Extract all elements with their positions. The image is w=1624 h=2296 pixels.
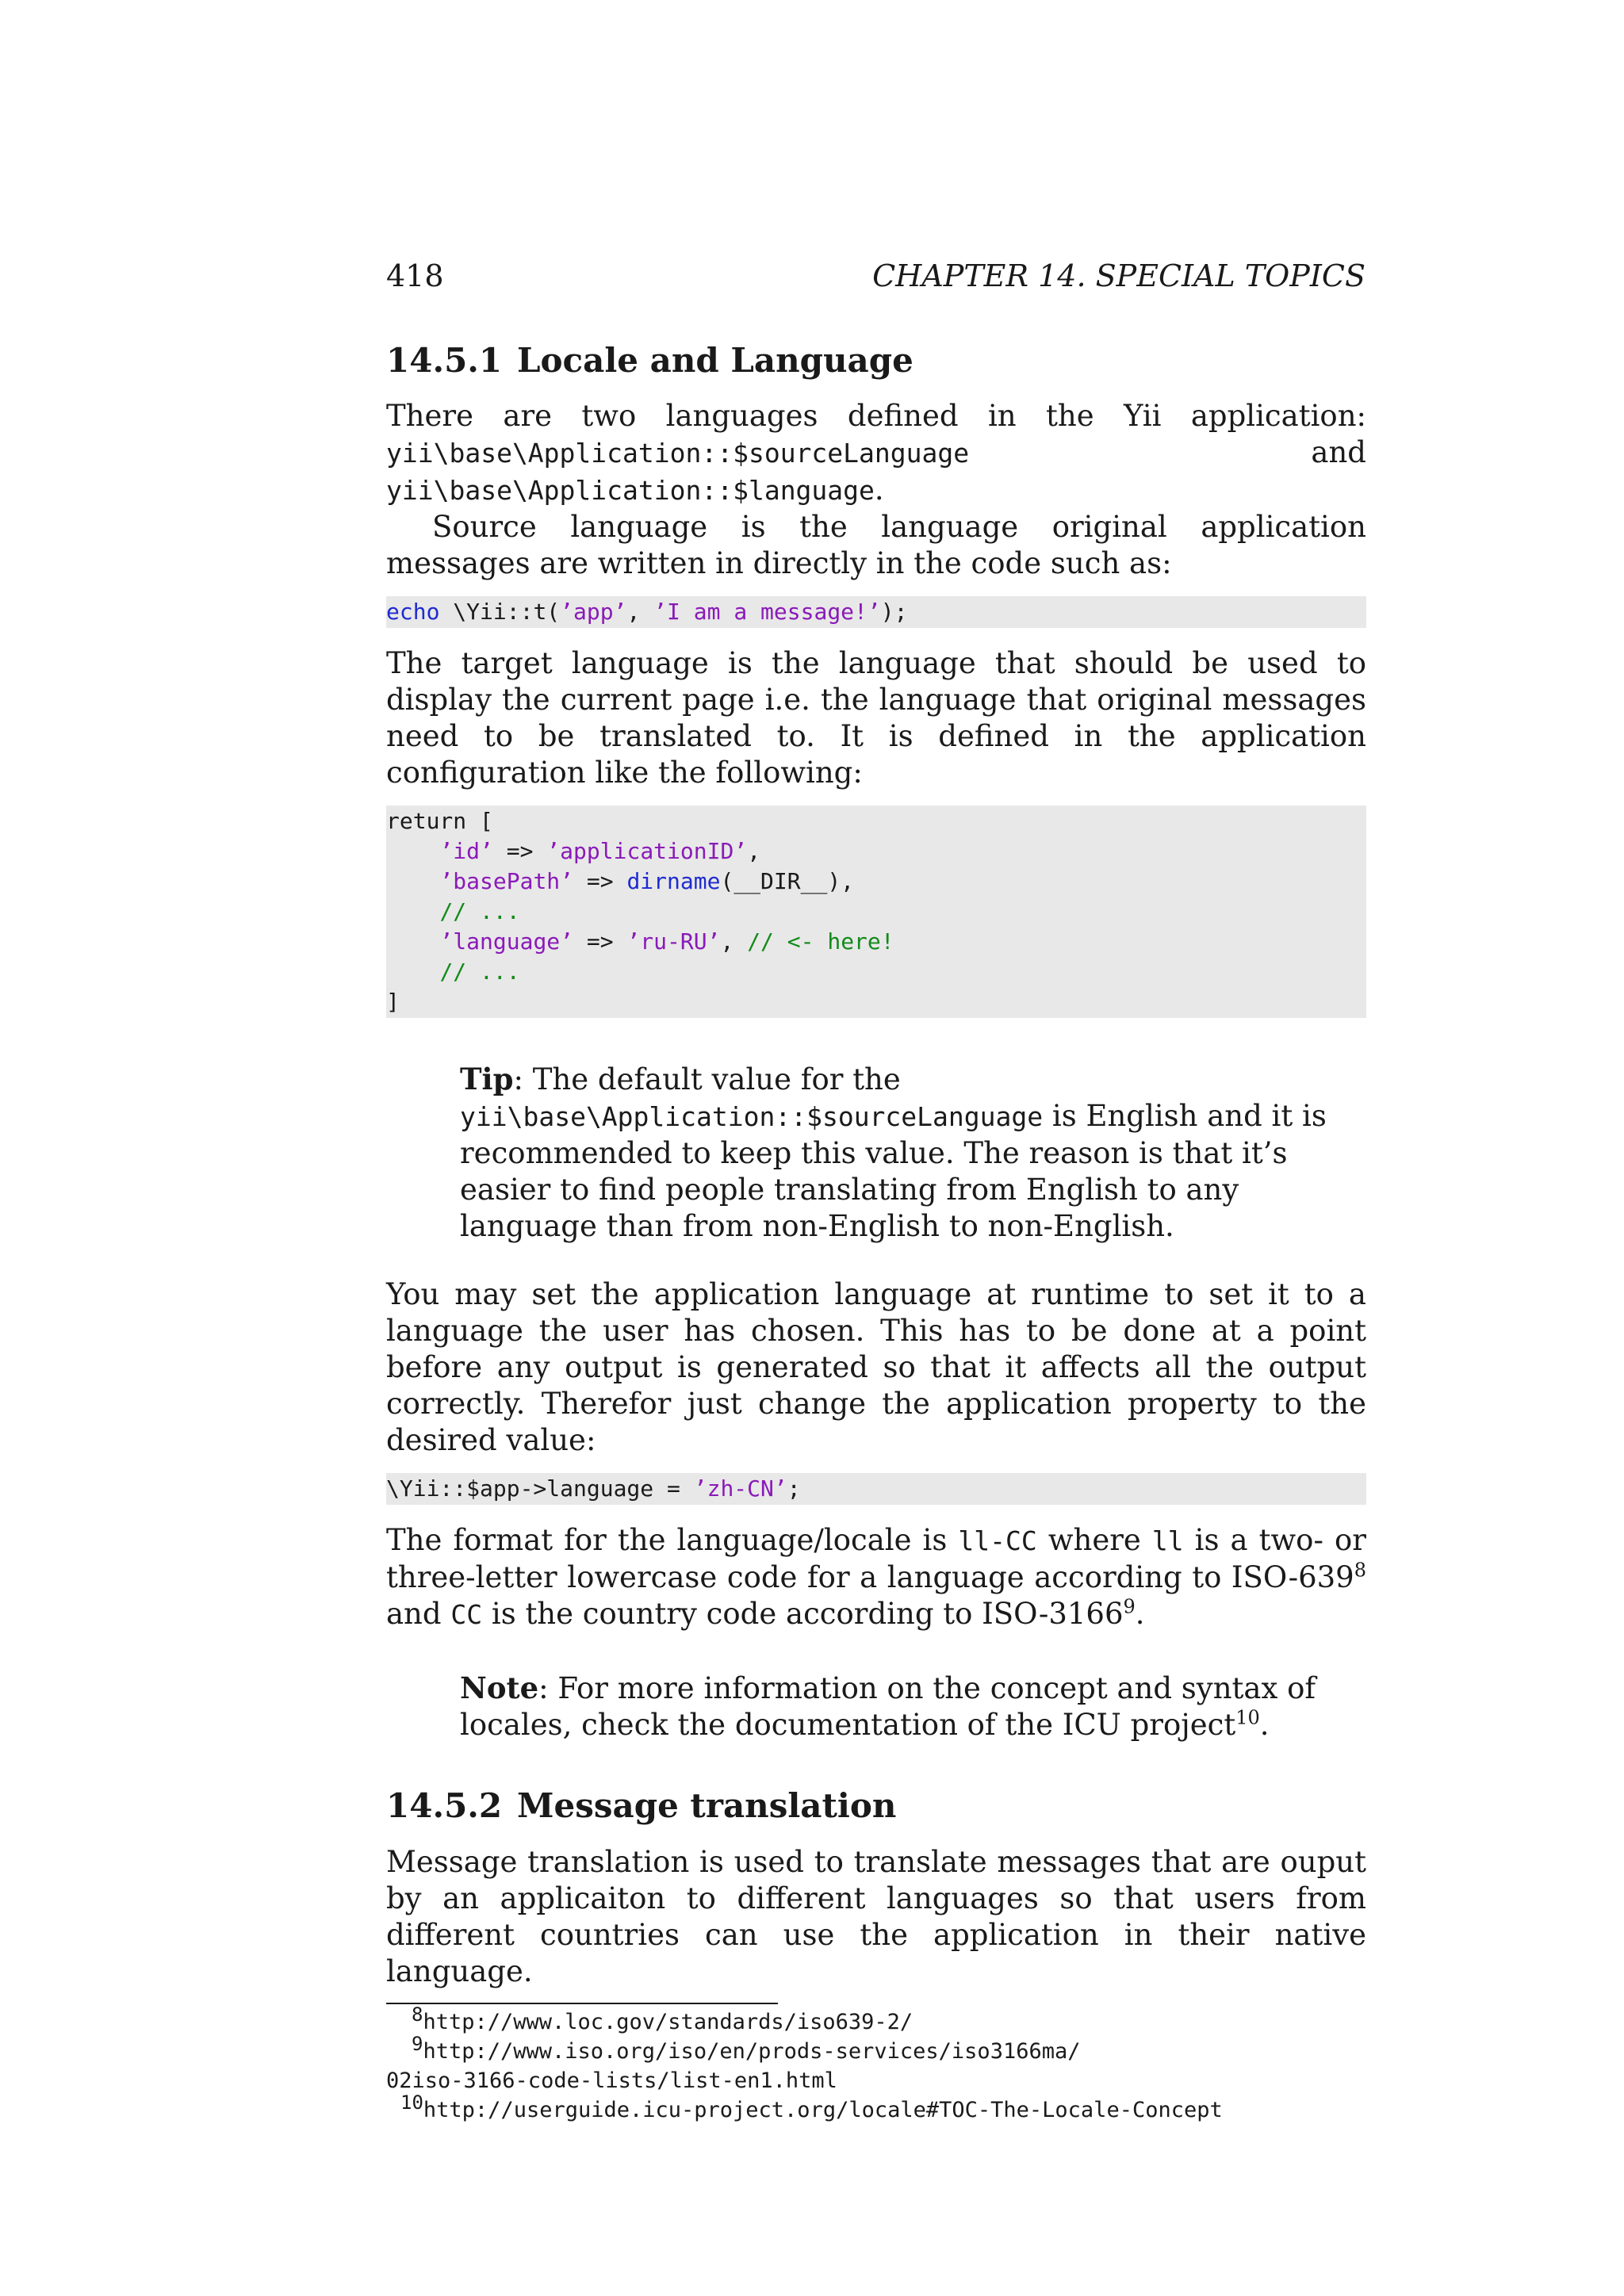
code-text: \Yii::$app->language = <box>386 1475 694 1502</box>
footnotes <box>386 2003 1366 2125</box>
section-title: Message translation <box>517 1786 897 1826</box>
code-block <box>386 596 1366 628</box>
code-block <box>386 806 1366 1018</box>
paragraph: The target language is the language that should be used to display the current page i.e. the language that original messages need to be translated to. It is defined in the application configuration like the following: <box>386 646 1366 790</box>
footnote[interactable] <box>386 2003 1366 2037</box>
tip-label: Tip <box>460 1062 514 1097</box>
text: and <box>969 435 1366 470</box>
code-keyword: echo <box>386 599 440 626</box>
text: where <box>1036 1523 1152 1558</box>
code-text: , <box>720 928 748 955</box>
code-text: => <box>573 928 627 955</box>
paragraph: Message translation is used to translate messages that are ouput by an applicaiton to different languages so that users from different countries can use the application in their native language. <box>386 1844 1366 1988</box>
footnote-number: 8 <box>412 2003 423 2026</box>
code-string: ’id’ <box>439 838 493 865</box>
code-text: ); <box>880 599 908 626</box>
code-string: ’basePath’ <box>439 868 574 895</box>
inline-code: ll-CC <box>958 1525 1037 1557</box>
running-header: CHAPTER 14. SPECIAL TOPICS <box>872 258 1365 293</box>
page-content <box>386 341 1366 2125</box>
text: is a two- or three-letter lowercase code for a language according to ISO-639 <box>386 1523 1366 1595</box>
paragraph <box>386 398 1366 509</box>
paragraph: You may set the application language at runtime to set it to a language the user has chosen. This has to be done at a point before any output is generated so that it affects all the output correctly. Therefor just change the application property to the desired value: <box>386 1277 1366 1458</box>
code-comment: // ... <box>439 959 520 985</box>
inline-code: CC <box>450 1599 483 1631</box>
code-block <box>386 1473 1366 1505</box>
code-string: ’zh-CN’ <box>693 1475 787 1502</box>
code-text: return [ <box>386 808 493 835</box>
text: : For more information on the concept and syntax of locales, check the documentation of the ICU project <box>460 1671 1316 1743</box>
section-title: Locale and Language <box>517 341 914 380</box>
text: . <box>1259 1708 1270 1743</box>
text: The format for the language/locale is <box>386 1523 959 1558</box>
code-text: ] <box>386 989 400 1016</box>
code-string: ’ru-RU’ <box>626 928 721 955</box>
code-comment: // <- here! <box>747 928 894 955</box>
inline-code: yii\base\Application::$sourceLanguage <box>386 438 970 469</box>
code-text: => <box>492 838 547 865</box>
text: is English and it is recommended to keep this value. The reason is that it’s easier to find people translating from English to any language than from non-English to non-English. <box>460 1099 1327 1244</box>
text: There are two languages defined in the Yii application: <box>386 399 1366 434</box>
footnote-continuation[interactable]: 02iso-3166-code-lists/list-en1.html <box>386 2068 837 2093</box>
code-string: ’language’ <box>439 928 574 955</box>
footnote-number: 10 <box>400 2091 423 2114</box>
code-text: (__DIR__), <box>720 868 855 895</box>
paragraph <box>386 1522 1366 1633</box>
footnote-url[interactable]: http://userguide.icu-project.org/locale#TOC-The-Locale-Concept <box>423 2097 1223 2122</box>
page-number: 418 <box>386 258 444 293</box>
paragraph: Source language is the language original application messages are written in directly in the code such as: <box>386 510 1366 581</box>
text: . <box>874 473 884 507</box>
tip-text <box>460 1061 1364 1245</box>
footnote-divider <box>386 2003 778 2004</box>
note-label: Note <box>460 1670 539 1706</box>
inline-code: ll <box>1151 1525 1184 1557</box>
note-box <box>460 1670 1364 1743</box>
section-number: 14.5.1 <box>386 341 503 380</box>
section-heading <box>386 341 1366 381</box>
code-text: => <box>573 868 627 895</box>
code-comment: // ... <box>439 898 520 925</box>
inline-code: yii\base\Application::$sourceLanguage <box>460 1101 1044 1133</box>
footnote-url[interactable]: http://www.iso.org/iso/en/prods-services/iso3166ma/ <box>423 2038 1081 2064</box>
section-heading <box>386 1786 1366 1826</box>
code-string: ’I am a message!’ <box>653 599 881 626</box>
code-text: ; <box>787 1475 801 1502</box>
section-number: 14.5.2 <box>386 1786 503 1826</box>
code-text: , <box>747 838 761 865</box>
code-keyword: dirname <box>626 868 721 895</box>
inline-code: yii\base\Application::$language <box>386 475 875 507</box>
text: . <box>1135 1597 1145 1632</box>
text: : The default value for the <box>513 1062 901 1097</box>
footnote-url[interactable]: http://www.loc.gov/standards/iso639-2/ <box>423 2009 914 2034</box>
text: and <box>386 1597 451 1632</box>
text: is the country code according to ISO-3166 <box>482 1597 1124 1632</box>
code-text: , <box>626 599 654 626</box>
footnote[interactable] <box>386 2032 1366 2066</box>
footnote[interactable] <box>386 2091 1366 2125</box>
note-text <box>460 1670 1364 1743</box>
footnote-ref[interactable]: 9 <box>1123 1596 1136 1619</box>
footnote-ref[interactable]: 8 <box>1354 1559 1366 1582</box>
code-string: ’applicationID’ <box>546 838 748 865</box>
code-text: \Yii::t( <box>439 599 561 626</box>
tip-box <box>460 1061 1364 1245</box>
footnote-number: 9 <box>412 2032 423 2055</box>
footnote-ref[interactable]: 10 <box>1235 1707 1260 1730</box>
code-string: ’app’ <box>560 599 627 626</box>
